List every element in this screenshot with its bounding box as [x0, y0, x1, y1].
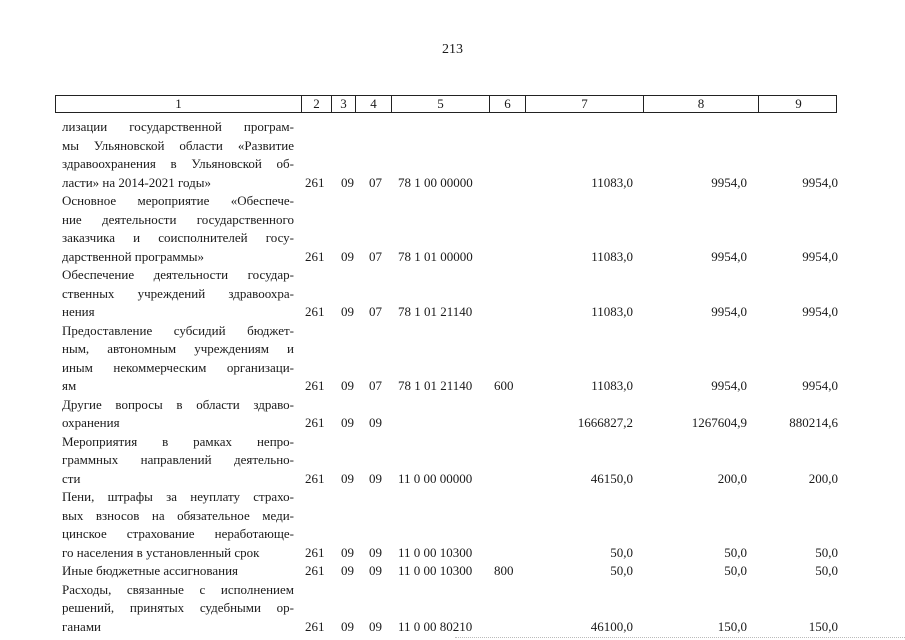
row-name-line: Иные бюджетные ассигнования — [62, 563, 239, 578]
row-name-line: граммных направлений деятельно- — [62, 452, 294, 467]
row-subsection: 09 — [369, 544, 382, 560]
row-name-line: ям — [62, 378, 77, 393]
row-name-line: ласти» на 2014-2021 годы» — [62, 174, 211, 190]
row-value-7: 1666827,2 — [577, 415, 633, 430]
row-section: 09 — [341, 544, 354, 560]
row-section: 09 — [341, 618, 354, 634]
header-cell-1: 1 — [175, 96, 182, 111]
row-name-line: ганами — [62, 618, 102, 634]
row-code: 261 — [305, 470, 325, 486]
row-value-8: 50,0 — [724, 544, 747, 560]
row-value-9: 9954,0 — [802, 174, 838, 190]
row-name — [62, 322, 294, 396]
row-value-7: 46150,0 — [590, 470, 633, 486]
row-value-9: 9954,0 — [802, 248, 838, 264]
row-name-line: ственных учреждений здравоохра- — [62, 285, 294, 301]
row-value-8: 9954,0 — [711, 304, 747, 319]
row-value-8: 150,0 — [717, 618, 747, 634]
row-name-line: заказчика и соисполнителей госу- — [62, 230, 294, 245]
row-name-line: го населения в установленный срок — [62, 544, 260, 560]
row-value-9: 9954,0 — [802, 378, 838, 393]
row-code: 261 — [305, 563, 325, 578]
header-cell-4: 4 — [355, 96, 391, 112]
row-value-7: 50,0 — [610, 563, 633, 578]
row-name-line: решений, принятых судебными ор- — [62, 600, 294, 615]
row-section: 09 — [341, 563, 354, 578]
row-expense-type: 800 — [494, 563, 514, 578]
header-cell-9: 9 — [758, 96, 838, 112]
row-name-line: охранения — [62, 415, 120, 430]
row-name-line: ным, автономным учреждениям и — [62, 341, 294, 356]
header-cell-8: 8 — [643, 96, 758, 112]
row-code: 261 — [305, 544, 325, 560]
footer-divider — [455, 633, 905, 638]
row-name-line: Обеспечение деятельности государ- — [62, 267, 294, 282]
row-name-line: иным некоммерческим организаци- — [62, 359, 294, 375]
row-code: 261 — [305, 248, 325, 264]
row-target-article: 11 0 00 00000 — [398, 470, 473, 486]
row-name-line: цинское страхование неработающе- — [62, 526, 294, 541]
row-code: 261 — [305, 618, 325, 634]
row-name-line: дарственной программы» — [62, 248, 205, 264]
row-name — [62, 192, 294, 266]
row-subsection: 09 — [369, 563, 382, 578]
row-name — [62, 396, 294, 433]
row-expense-type: 600 — [494, 378, 514, 393]
row-name-line: здравоохранения в Ульяновской об- — [62, 156, 294, 171]
row-subsection: 07 — [369, 304, 382, 319]
row-name — [62, 562, 294, 581]
table-row — [0, 433, 905, 489]
row-target-article: 78 1 01 21140 — [398, 378, 473, 393]
row-target-article: 11 0 00 10300 — [398, 544, 473, 560]
row-value-9: 880214,6 — [789, 415, 838, 430]
row-target-article: 11 0 00 80210 — [398, 618, 473, 634]
table-header — [55, 95, 837, 113]
row-name-line: сти — [62, 470, 81, 486]
row-name-line: Расходы, связанные с исполнением — [62, 581, 294, 597]
row-value-8: 50,0 — [724, 563, 747, 578]
row-name-line: нения — [62, 304, 95, 319]
row-name-line: ние деятельности государственного — [62, 211, 294, 227]
table-row — [0, 488, 905, 562]
row-section: 09 — [341, 378, 354, 393]
row-name-line: мы Ульяновской области «Развитие — [62, 137, 294, 153]
row-section: 09 — [341, 470, 354, 486]
row-code: 261 — [305, 378, 325, 393]
row-name-line: лизации государственной програм- — [62, 119, 294, 134]
table-row — [0, 396, 905, 433]
row-value-7: 11083,0 — [591, 174, 633, 190]
table-row — [0, 322, 905, 396]
row-subsection: 07 — [369, 248, 382, 264]
row-section: 09 — [341, 248, 354, 264]
row-subsection: 09 — [369, 618, 382, 634]
row-value-9: 150,0 — [808, 618, 838, 634]
row-value-8: 9954,0 — [711, 248, 747, 264]
row-subsection: 09 — [369, 415, 382, 430]
row-name — [62, 581, 294, 637]
row-value-8: 9954,0 — [711, 378, 747, 393]
row-value-8: 9954,0 — [711, 174, 747, 190]
table-row — [0, 581, 905, 637]
row-section: 09 — [341, 304, 354, 319]
row-name — [62, 266, 294, 322]
row-value-9: 9954,0 — [802, 304, 838, 319]
row-subsection: 09 — [369, 470, 382, 486]
row-name — [62, 118, 294, 192]
row-name-line: Пени, штрафы за неуплату страхо- — [62, 489, 294, 504]
row-value-9: 50,0 — [815, 563, 838, 578]
page-number: 213 — [442, 42, 463, 57]
table-row — [0, 266, 905, 322]
row-value-7: 50,0 — [610, 544, 633, 560]
table-row — [0, 192, 905, 266]
header-cell-2: 2 — [301, 96, 331, 112]
row-value-8: 1267604,9 — [691, 415, 747, 430]
row-subsection: 07 — [369, 378, 382, 393]
row-value-9: 50,0 — [815, 544, 838, 560]
row-code: 261 — [305, 174, 325, 190]
row-target-article: 78 1 00 00000 — [398, 174, 473, 190]
row-section: 09 — [341, 174, 354, 190]
row-name — [62, 488, 294, 562]
row-target-article: 78 1 01 21140 — [398, 304, 473, 319]
row-value-7: 46100,0 — [590, 618, 633, 634]
table-row — [0, 562, 905, 581]
header-cell-5: 5 — [391, 96, 489, 112]
row-name-line: вых взносов на обязательное меди- — [62, 507, 294, 523]
header-cell-6: 6 — [489, 96, 525, 112]
row-name-line: Основное мероприятие «Обеспече- — [62, 193, 294, 208]
row-value-8: 200,0 — [717, 470, 747, 486]
row-value-7: 11083,0 — [591, 248, 633, 264]
row-section: 09 — [341, 415, 354, 430]
row-name-line: Мероприятия в рамках непро- — [62, 433, 294, 449]
row-target-article: 78 1 01 00000 — [398, 248, 473, 264]
row-target-article: 11 0 00 10300 — [398, 563, 473, 578]
header-cell-7: 7 — [525, 96, 643, 112]
table-row — [0, 118, 905, 192]
row-name-line: Другие вопросы в области здраво- — [62, 396, 294, 412]
header-cell-3: 3 — [331, 96, 355, 112]
row-code: 261 — [305, 304, 325, 319]
row-subsection: 07 — [369, 174, 382, 190]
row-value-7: 11083,0 — [591, 378, 633, 393]
row-name — [62, 433, 294, 489]
row-code: 261 — [305, 415, 325, 430]
row-value-9: 200,0 — [808, 470, 838, 486]
row-value-7: 11083,0 — [591, 304, 633, 319]
row-name-line: Предоставление субсидий бюджет- — [62, 322, 294, 338]
